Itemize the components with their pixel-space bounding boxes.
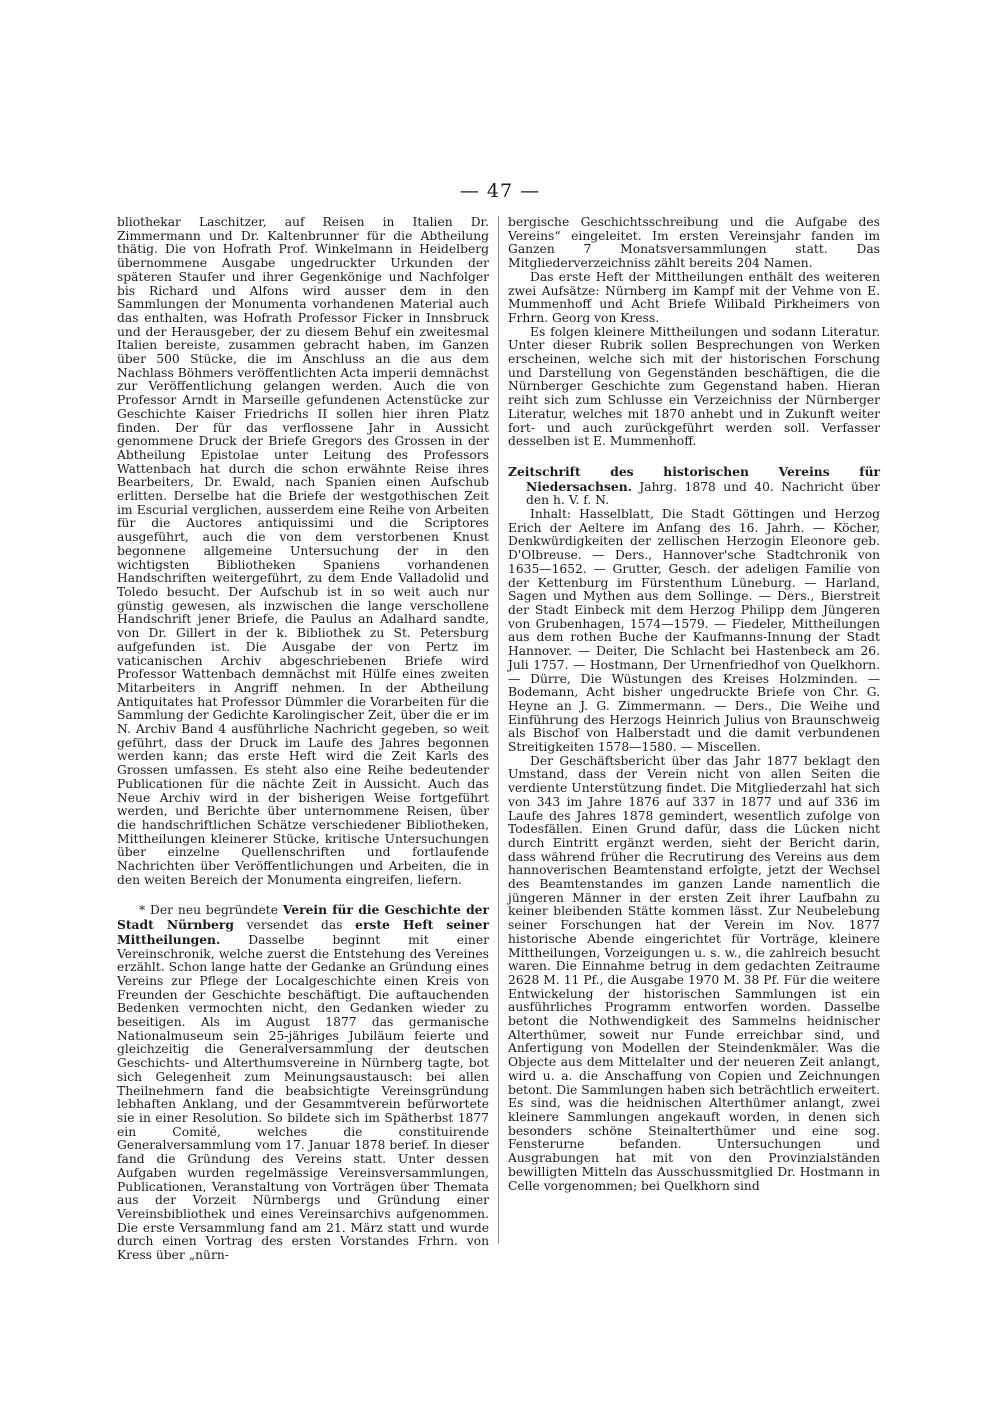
left-paragraph-1: bliothekar Laschitzer, auf Reisen in Italien Dr. Zimmermann und Dr. Kaltenbrunner für die Abtheilung thätig. Die von Hofrath Prof. Winkelmann in Heidelberg übernommene Ausgabe ungedruckter Urkunden der späteren Staufer und ihrer Gegenkönige und Nachfolger bis Richard und Alfons wird ausser dem in den Sammlungen der Monumenta vorhandenen Material auch das enthalten, was Hofrath Professor Ficker in Innsbruck und der Herausgeber, der zu diesem Behuf ein zweitesmal Italien bereiste, zusammen gebracht haben, im Ganzen über 500 Stücke, die im Anschluss an die aus dem Nachlass Böhmers veröffentlichten Acta imperii demnächst zur Veröffentlichung gelangen werden. Auch die von Professor Arndt in Marseille gefundenen Actenstücke zur Geschichte Kaiser Friedrichs II sollen hier ihren Platz finden. Der für das verflossene Jahr in Aussicht genommene Druck der Briefe Gregors des Grossen in der Abtheilung Epistolae unter Leitung des Professors Wattenbach hat durch die schon erwähnte Reise ihres Bearbeiters, Dr. Ewald, nach Spanien einen Aufschub erlitten. Derselbe hat die Briefe der westgothischen Zeit im Escurial verglichen, ausserdem eine Reihe von Arbeiten für die Auctores antiquissimi und die Scriptores ausgeführt, auch die von dem verstorbenen Knust begonnene allgemeine Untersuchung der in den wichtigsten Bibliotheken Spaniens vorhandenen Handschriften weitergeführt, zu dem Ende Valladolid und Toledo besucht. Der Aufschub ist in so weit auch nur günstig gewesen, als inzwischen die lange verschollene Handschrift jener Briefe, die Paulus an Adalhard sandte, von Dr. Gillert in der k. Bibliothek zu St. Petersburg aufgefunden ist. Die Ausgabe der von Pertz im vaticanischen Archiv abgeschriebenen Briefe wird Professor Wattenbach demnächst mit Hülfe eines zweiten Mitarbeiters in Angriff nehmen. In der Abtheilung Antiquitates hat Professor Dümmler die Vorarbeiten für die Sammlung der Gedichte Karolingischer Zeit, über die er im N. Archiv Band 4 ausführliche Nachricht gegeben, so weit geführt, dass der Druck im Laufe des Jahres begonnen werden kann; das erste Heft wird die Zeit Karls des Grossen umfassen. Es steht also eine Reihe bedeutender Publicationen für die nächte Zeit in Aussicht. Auch das Neue Archiv wird in der bisherigen Weise fortgeführt werden, und Berichte über unternommene Reisen, über die handschriftlichen Schätze verschiedener Bibliotheken, Mittheilungen kleinerer Stücke, kritische Untersuchungen über einzelne Quellenschriften und fortlaufende Nachrichten über Veröffentlichungen und Arbeiten, die in den weiten Bereich der Monumenta eingreifen, liefern. <box>117 215 489 887</box>
right-paragraph-3: Es folgen kleinere Mittheilungen und sodann Literatur. Unter dieser Rubrik sollen Besprechungen von Werken erscheinen, welche sich mit der historischen Forschung und Darstellung von Gegenständen beschäftigen, die die Nürnberger Geschichte zum Gegenstand haben. Hieran reiht sich zum Schlusse ein Verzeichniss der Nürnberger Literatur, welches mit 1870 anhebt und in Zukunft weiter fort- und auch zurückgeführt werden soll. Verfasser desselben ist E. Mummenhoff. <box>508 324 880 449</box>
right-column <box>508 216 880 1193</box>
p2-prefix: * Der neu begründete <box>139 903 278 918</box>
right-paragraph-2: Das erste Heft der Mittheilungen enthält des weiteren zwei Aufsätze: Nürnberg im Kampf mit der Vehme von E. Mummenhoff und Acht Briefe Wilibald Pirkheimers von Frhrn. Georg von Kress. <box>508 269 880 325</box>
zeitschrift-title: Zeitschrift des historischen Vereins für Niedersachsen. <box>508 463 880 494</box>
left-column <box>117 216 489 1263</box>
page-number: — 47 — <box>459 180 541 202</box>
p2-mid: versendet das <box>246 918 343 933</box>
contents-list: Inhalt: Hasselblatt, Die Stadt Göttingen und Herzog Erich der Aeltere im Anfang des 16. Jahrh. — Köcher, Denkwürdigkeiten der zellischen Herzogin Eleonore geb. D'Olbreuse. — Ders., Hannover'sche Stadtchronik von 1635—1652. — Grutter, Gesch. der adeligen Familie von der Kettenburg im Fürstenthum Lüneburg. — Harland, Sagen und Mythen aus dem Sollinge. — Ders., Bierstreit der Stadt Einbeck mit dem Herzog Philipp dem Jüngeren von Grubenhagen, 1574—1579. — Fiedeler, Mittheilungen aus dem rothen Buche der Kaufmanns-Innung der Stadt Hannover. — Deiter, Die Schlacht bei Hastenbeck am 26. Juli 1757. — Hostmann, Der Urnenfriedhof von Quelkhorn. — Dürre, Die Wüstungen des Kreises Holzminden. — Bodemann, Acht bisher ungedruckte Briefe von Chr. G. Heyne an J. G. Zimmermann. — Ders., Die Weihe und Einführung des Herzogs Heinrich Julius von Braunschweig als Bischof von Halberstadt und die damit verbundenen Streitigkeiten 1578—1580. — Miscellen. <box>508 507 880 755</box>
verein-nuernberg-title: Verein für die Geschichte der Stadt Nürnberg <box>117 902 489 933</box>
section-heading <box>508 465 880 508</box>
p2-rest: Dasselbe beginnt mit einer Vereinschronik, welche zuerst die Entstehung des Vereines erzählt. Schon lange hatte der Gedanke an Gründung eines Vereins zur Pflege der Localgeschichte einen Kreis von Freunden der Geschichte beschäftigt. Die auftauchenden Bedenken vermochten nicht, den Gedanken wieder zu beseitigen. Als im August 1877 das germanische Nationalmuseum sein 25-jähriges Jubiläum feierte und gleichzeitig die Generalversammlung der deutschen Geschichts- und Alterthumsvereine in Nürnberg tagte, bot sich Gelegenheit zum Meinungsaustausch: bei allen Theilnehmern fand die beabsichtigte Vereinsgründung lebhaften Anklang, und der Gesammtverein befürwortete sie in einer Resolution. So bildete sich im Spätherbst 1877 ein Comité, welches die constituirende Generalversammlung vom 17. Januar 1878 berief. In dieser fand die Gründung des Vereins statt. Unter dessen Aufgaben wurden regelmässige Vereinsversammlungen, Publicationen, Veranstaltung von Vorträgen über Themata aus der Vorzeit Nürnbergs und Gründung einer Vereinsbibliothek und eines Vereinsarchivs aufgenommen. Die erste Versammlung fand am 21. März statt und wurde durch einen Vortrag des ersten Vorstandes Frhrn. von Kress über „nürn- <box>117 932 489 1263</box>
erste-heft-title: erste Heft seiner Mittheilungen. <box>117 917 489 947</box>
column-divider <box>498 216 499 1244</box>
right-paragraph-1: bergische Geschichtsschreibung und die Aufgabe des Vereins“ eingeleitet. Im ersten Vereinsjahr fanden im Ganzen 7 Monatsversammlungen statt. Das Mitgliederverzeichniss zählt bereits 204 Namen. <box>508 215 880 271</box>
left-paragraph-2 <box>117 903 489 1262</box>
zeitschrift-subtitle: Jahrg. 1878 und 40. Nachricht über den h. V. f. N. <box>526 479 880 508</box>
right-paragraph-4: Der Geschäftsbericht über das Jahr 1877 beklagt den Umstand, dass der Verein nicht von allen Seiten die verdiente Unterstützung findet. Die Mitgliederzahl hat sich von 343 im Jahre 1876 auf 337 in 1877 und auf 336 im Laufe des Jahres 1878 gemindert, wesentlich zufolge von Todesfällen. Einen Grund dafür, dass die Lücken nicht durch Eintritt ergänzt werden, sieht der Bericht darin, dass während früher die Recrutirung des Vereins aus dem hannoverischen Beamtenstand erfolgte, jetzt der Wechsel des Beamtenstandes im ganzen Lande namentlich die jüngeren Männer in der ersten Zeit ihrer Laufbahn zu keiner bleibenden Stätte kommen lässt. Zur Neubelebung seiner Forschungen hat der Verein im Nov. 1877 historische Abende eingerichtet für Vorträge, kleinere Mittheilungen, Vorzeigungen u. s. w., die zahlreich besucht waren. Die Einnahme betrug in dem gedachten Zeitraume 2628 M. 11 Pf., die Ausgabe 1970 M. 38 Pf. Für die weitere Entwickelung der historischen Sammlungen ist ein ausführliches Programm entworfen worden. Dasselbe betont die Nothwendigkeit des Sammelns heidnischer Alterthümer, soweit nur Funde erreichbar sind, und Anfertigung von Modellen der Steindenkmäler. Was die Objecte aus dem Mittelalter und der neueren Zeit anlangt, wird u. a. die Anschaffung von Copien und Zeichnungen betont. Die Sammlungen haben sich beträchtlich erweitert. Es sind, was die heidnischen Alterthümer anlangt, zwei kleinere Sammlungen angekauft worden, in denen sich besonders schöne Steinalterthümer und eine sog. Fensterurne befanden. Untersuchungen und Ausgrabungen hat mit von den Provinzialständen bewilligten Mitteln das Ausschussmitglied Dr. Hostmann in Celle vorgenommen; bei Quelkhorn sind <box>508 753 880 1193</box>
